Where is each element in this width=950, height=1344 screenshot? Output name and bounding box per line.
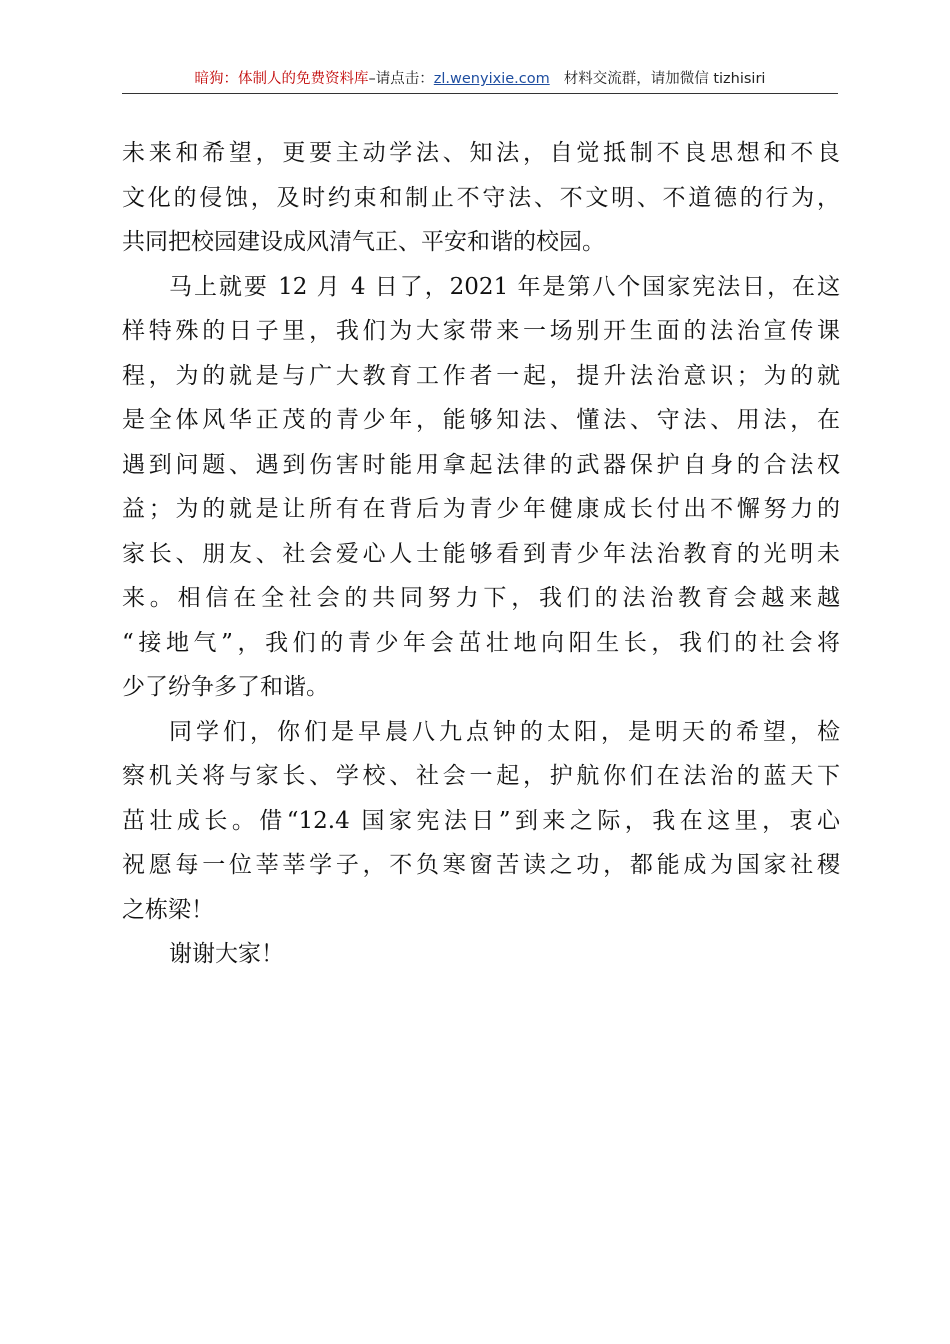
- body-line: 来。相信在全社会的共同努力下，我们的法治教育会越来越: [122, 585, 840, 611]
- body-line: 遇到问题、遇到伤害时能用拿起法律的武器保护自身的合法权: [122, 451, 840, 478]
- header-group-note: 材料交流群，请加微信 tizhisiri: [563, 71, 766, 87]
- header-prompt: –请点击：: [368, 71, 434, 87]
- body-line: 是全体风华正茂的青少年，能够知法、懂法、守法、用法，在: [122, 407, 840, 433]
- header-source-label: 暗狗：体制人的免费资料库: [194, 71, 369, 87]
- body-line: 未来和希望，更要主动学法、知法，自觉抵制不良思想和不良: [122, 140, 840, 166]
- body-line: 之栋梁！: [122, 896, 214, 923]
- body-line: 马上就要 12 月 4 日了，2021 年是第八个国家宪法日，在这: [169, 273, 840, 300]
- body-line: 文化的侵蚀，及时约束和制止不守法、不文明、不道德的行为，: [122, 184, 840, 211]
- body-line: 同学们，你们是早晨八九点钟的太阳，是明天的希望，检: [169, 718, 840, 745]
- body-line: 样特殊的日子里，我们为大家带来一场别开生面的法治宣传课: [122, 318, 840, 344]
- header-link[interactable]: zl.wenyixie.com: [433, 71, 550, 87]
- body-line: 家长、朋友、社会爱心人士能够看到青少年法治教育的光明未: [122, 540, 840, 567]
- body-line: “接地气”，我们的青少年会茁壮地向阳生长，我们的社会将: [122, 629, 840, 656]
- body-line: 程，为的就是与广大教育工作者一起，提升法治意识；为的就: [122, 362, 840, 389]
- body-line: 茁壮成长。借“12.4 国家宪法日”到来之际，我在这里，衷心: [122, 807, 840, 834]
- header-text: [122, 69, 838, 89]
- body-line: 察机关将与家长、学校、社会一起，护航你们在法治的蓝天下: [122, 763, 840, 789]
- body-line: 共同把校园建设成风清气正、平安和谐的校园。: [122, 229, 605, 255]
- body-line: 益；为的就是让所有在背后为青少年健康成长付出不懈努力的: [122, 496, 840, 522]
- body-line: 祝愿每一位莘莘学子，不负寒窗苦读之功，都能成为国家社稷: [122, 852, 840, 878]
- body-line: 少了纷争多了和谐。: [122, 674, 329, 700]
- body-line: 谢谢大家！: [169, 941, 284, 967]
- page-header: [122, 68, 838, 94]
- document-body: [122, 131, 840, 977]
